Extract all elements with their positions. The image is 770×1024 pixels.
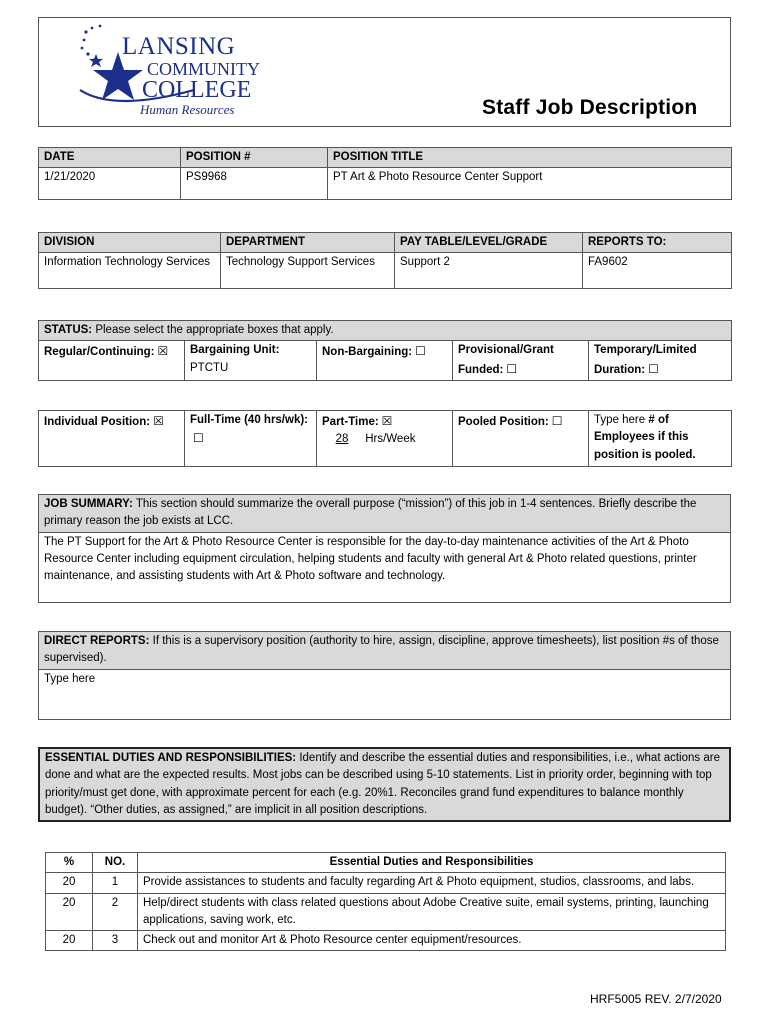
regular-checkbox[interactable]: ☒ bbox=[157, 344, 169, 359]
reports-to-header: REPORTS TO: bbox=[583, 233, 732, 253]
department-header: DEPARTMENT bbox=[221, 233, 395, 253]
duty-no: 2 bbox=[93, 893, 138, 931]
parttime-label: Part-Time: bbox=[322, 416, 379, 428]
position-number-value[interactable]: PS9968 bbox=[181, 168, 328, 200]
essential-duties-header-table bbox=[38, 747, 731, 822]
essential-duties-instruction-cell bbox=[39, 748, 730, 821]
nonbargaining-cell bbox=[317, 341, 453, 381]
pooled-note-prefix: Type here bbox=[594, 414, 646, 426]
logo-text bbox=[122, 34, 268, 116]
logo-line-lansing: LANSING bbox=[122, 33, 236, 60]
pct-column-header: % bbox=[46, 853, 93, 873]
duties-column-header: Essential Duties and Responsibilities bbox=[138, 853, 726, 873]
date-value[interactable]: 1/21/2020 bbox=[39, 168, 181, 200]
individual-label: Individual Position: bbox=[44, 416, 151, 428]
pooled-note-cell[interactable] bbox=[589, 411, 732, 467]
direct-reports-table bbox=[38, 631, 731, 720]
pooled-label: Pooled Position: bbox=[458, 416, 549, 428]
regular-cell bbox=[39, 341, 185, 381]
position-title-header: POSITION TITLE bbox=[328, 148, 732, 168]
provisional-checkbox[interactable]: ☐ bbox=[506, 361, 518, 376]
position-type-table bbox=[38, 410, 732, 467]
parttime-hours[interactable]: 28 bbox=[335, 433, 349, 446]
date-header: DATE bbox=[39, 148, 181, 168]
duty-pct[interactable]: 20 bbox=[46, 873, 93, 893]
status-instruction-row bbox=[39, 321, 732, 341]
bargaining-cell bbox=[185, 341, 317, 381]
duty-pct[interactable]: 20 bbox=[46, 893, 93, 931]
position-info-table bbox=[38, 147, 732, 200]
provisional-label: Provisional/Grant Funded: bbox=[458, 344, 554, 376]
reports-to-value[interactable]: FA9602 bbox=[583, 253, 732, 289]
form-id-footer: HRF5005 REV. 2/7/2020 bbox=[590, 992, 722, 1006]
duty-text[interactable]: Provide assistances to students and faculty regarding Art & Photo equipment, studios, classrooms, and labs. bbox=[138, 873, 726, 893]
status-table bbox=[38, 320, 732, 381]
fulltime-cell bbox=[185, 411, 317, 467]
parttime-unit: Hrs/Week bbox=[365, 433, 416, 446]
position-title-value[interactable]: PT Art & Photo Resource Center Support bbox=[328, 168, 732, 200]
table-row bbox=[46, 893, 726, 931]
individual-checkbox[interactable]: ☒ bbox=[153, 414, 164, 428]
essential-duties-instruction: Identify and describe the essential duties and responsibilities, i.e., what actions are done and what are the expected results. Most jobs can be described using 5-10 statements. List in priority order, beginning with top priority/must get done, with approximate percent for each (e.g. 20%1. Reconciles grand fund expenditures to balance monthly budget). “Other duties, as assigned,” are implicit in all position descriptions. bbox=[45, 752, 720, 816]
bargaining-value[interactable]: PTCTU bbox=[190, 361, 229, 374]
job-summary-text[interactable]: The PT Support for the Art & Photo Resource Center is responsible for the day-to-day maintenance activities of the Art & Photo Resource Center including equipment circulation, helping students and faculty with general Art & Photo related questions, printer maintenance, and assisting students with Art & Photo software and technology. bbox=[39, 532, 731, 602]
division-value[interactable]: Information Technology Services bbox=[39, 253, 221, 289]
duty-pct[interactable]: 20 bbox=[46, 931, 93, 951]
bargaining-label: Bargaining Unit: bbox=[190, 344, 280, 357]
nonbargaining-checkbox[interactable]: ☐ bbox=[415, 344, 426, 359]
nonbargaining-label: Non-Bargaining: bbox=[322, 346, 413, 359]
individual-cell bbox=[39, 411, 185, 467]
page-title: Staff Job Description bbox=[482, 96, 698, 119]
pooled-cell bbox=[453, 411, 589, 467]
direct-reports-text[interactable]: Type here bbox=[39, 669, 731, 719]
status-instruction: Please select the appropriate boxes that apply. bbox=[95, 324, 334, 336]
temporary-cell bbox=[589, 341, 732, 381]
direct-reports-instruction-cell bbox=[39, 632, 731, 670]
pooled-note-bold: # of Employees if this position is pooled. bbox=[594, 414, 696, 461]
pooled-checkbox[interactable]: ☐ bbox=[551, 414, 563, 428]
direct-reports-instruction: If this is a supervisory position (authority to hire, assign, discipline, approve timesheets), list position #s of those supervised). bbox=[44, 635, 719, 665]
provisional-cell bbox=[453, 341, 589, 381]
temporary-checkbox[interactable]: ☐ bbox=[648, 361, 659, 376]
fulltime-checkbox[interactable]: ☐ bbox=[193, 431, 204, 446]
duty-no: 3 bbox=[93, 931, 138, 951]
parttime-checkbox[interactable]: ☒ bbox=[381, 414, 393, 428]
essential-duties-label: ESSENTIAL DUTIES AND RESPONSIBILITIES: bbox=[45, 752, 297, 764]
org-info-table bbox=[38, 232, 732, 289]
table-row bbox=[46, 873, 726, 893]
job-summary-table bbox=[38, 494, 731, 603]
logo-line-hr: Human Resources bbox=[140, 102, 235, 117]
duty-text[interactable]: Check out and monitor Art & Photo Resource center equipment/resources. bbox=[138, 931, 726, 951]
job-summary-label: JOB SUMMARY: bbox=[44, 498, 133, 510]
department-value[interactable]: Technology Support Services bbox=[221, 253, 395, 289]
duty-no: 1 bbox=[93, 873, 138, 893]
status-label: STATUS: bbox=[44, 324, 93, 336]
direct-reports-label: DIRECT REPORTS: bbox=[44, 635, 150, 647]
pay-table-value[interactable]: Support 2 bbox=[395, 253, 583, 289]
logo-line-college: COLLEGE bbox=[142, 77, 252, 103]
essential-duties-table bbox=[45, 852, 726, 951]
job-summary-instruction-cell bbox=[39, 495, 731, 533]
temporary-label: Temporary/Limited Duration: bbox=[594, 344, 697, 376]
division-header: DIVISION bbox=[39, 233, 221, 253]
job-summary-instruction: This section should summarize the overall purpose (“mission”) of this job in 1-4 sentences. Briefly describe the primary reason the job exists at LCC. bbox=[44, 498, 697, 528]
duty-text[interactable]: Help/direct students with class related questions about Adobe Creative suite, email systems, printing, launching applications, saving work, etc. bbox=[138, 893, 726, 931]
table-row bbox=[46, 931, 726, 951]
parttime-cell bbox=[317, 411, 453, 467]
pay-table-header: PAY TABLE/LEVEL/GRADE bbox=[395, 233, 583, 253]
no-column-header: NO. bbox=[93, 853, 138, 873]
logo-line-community: COMMUNITY bbox=[147, 59, 261, 79]
regular-label: Regular/Continuing: bbox=[44, 346, 155, 359]
fulltime-label: Full-Time (40 hrs/wk): bbox=[190, 414, 309, 426]
position-number-header: POSITION # bbox=[181, 148, 328, 168]
